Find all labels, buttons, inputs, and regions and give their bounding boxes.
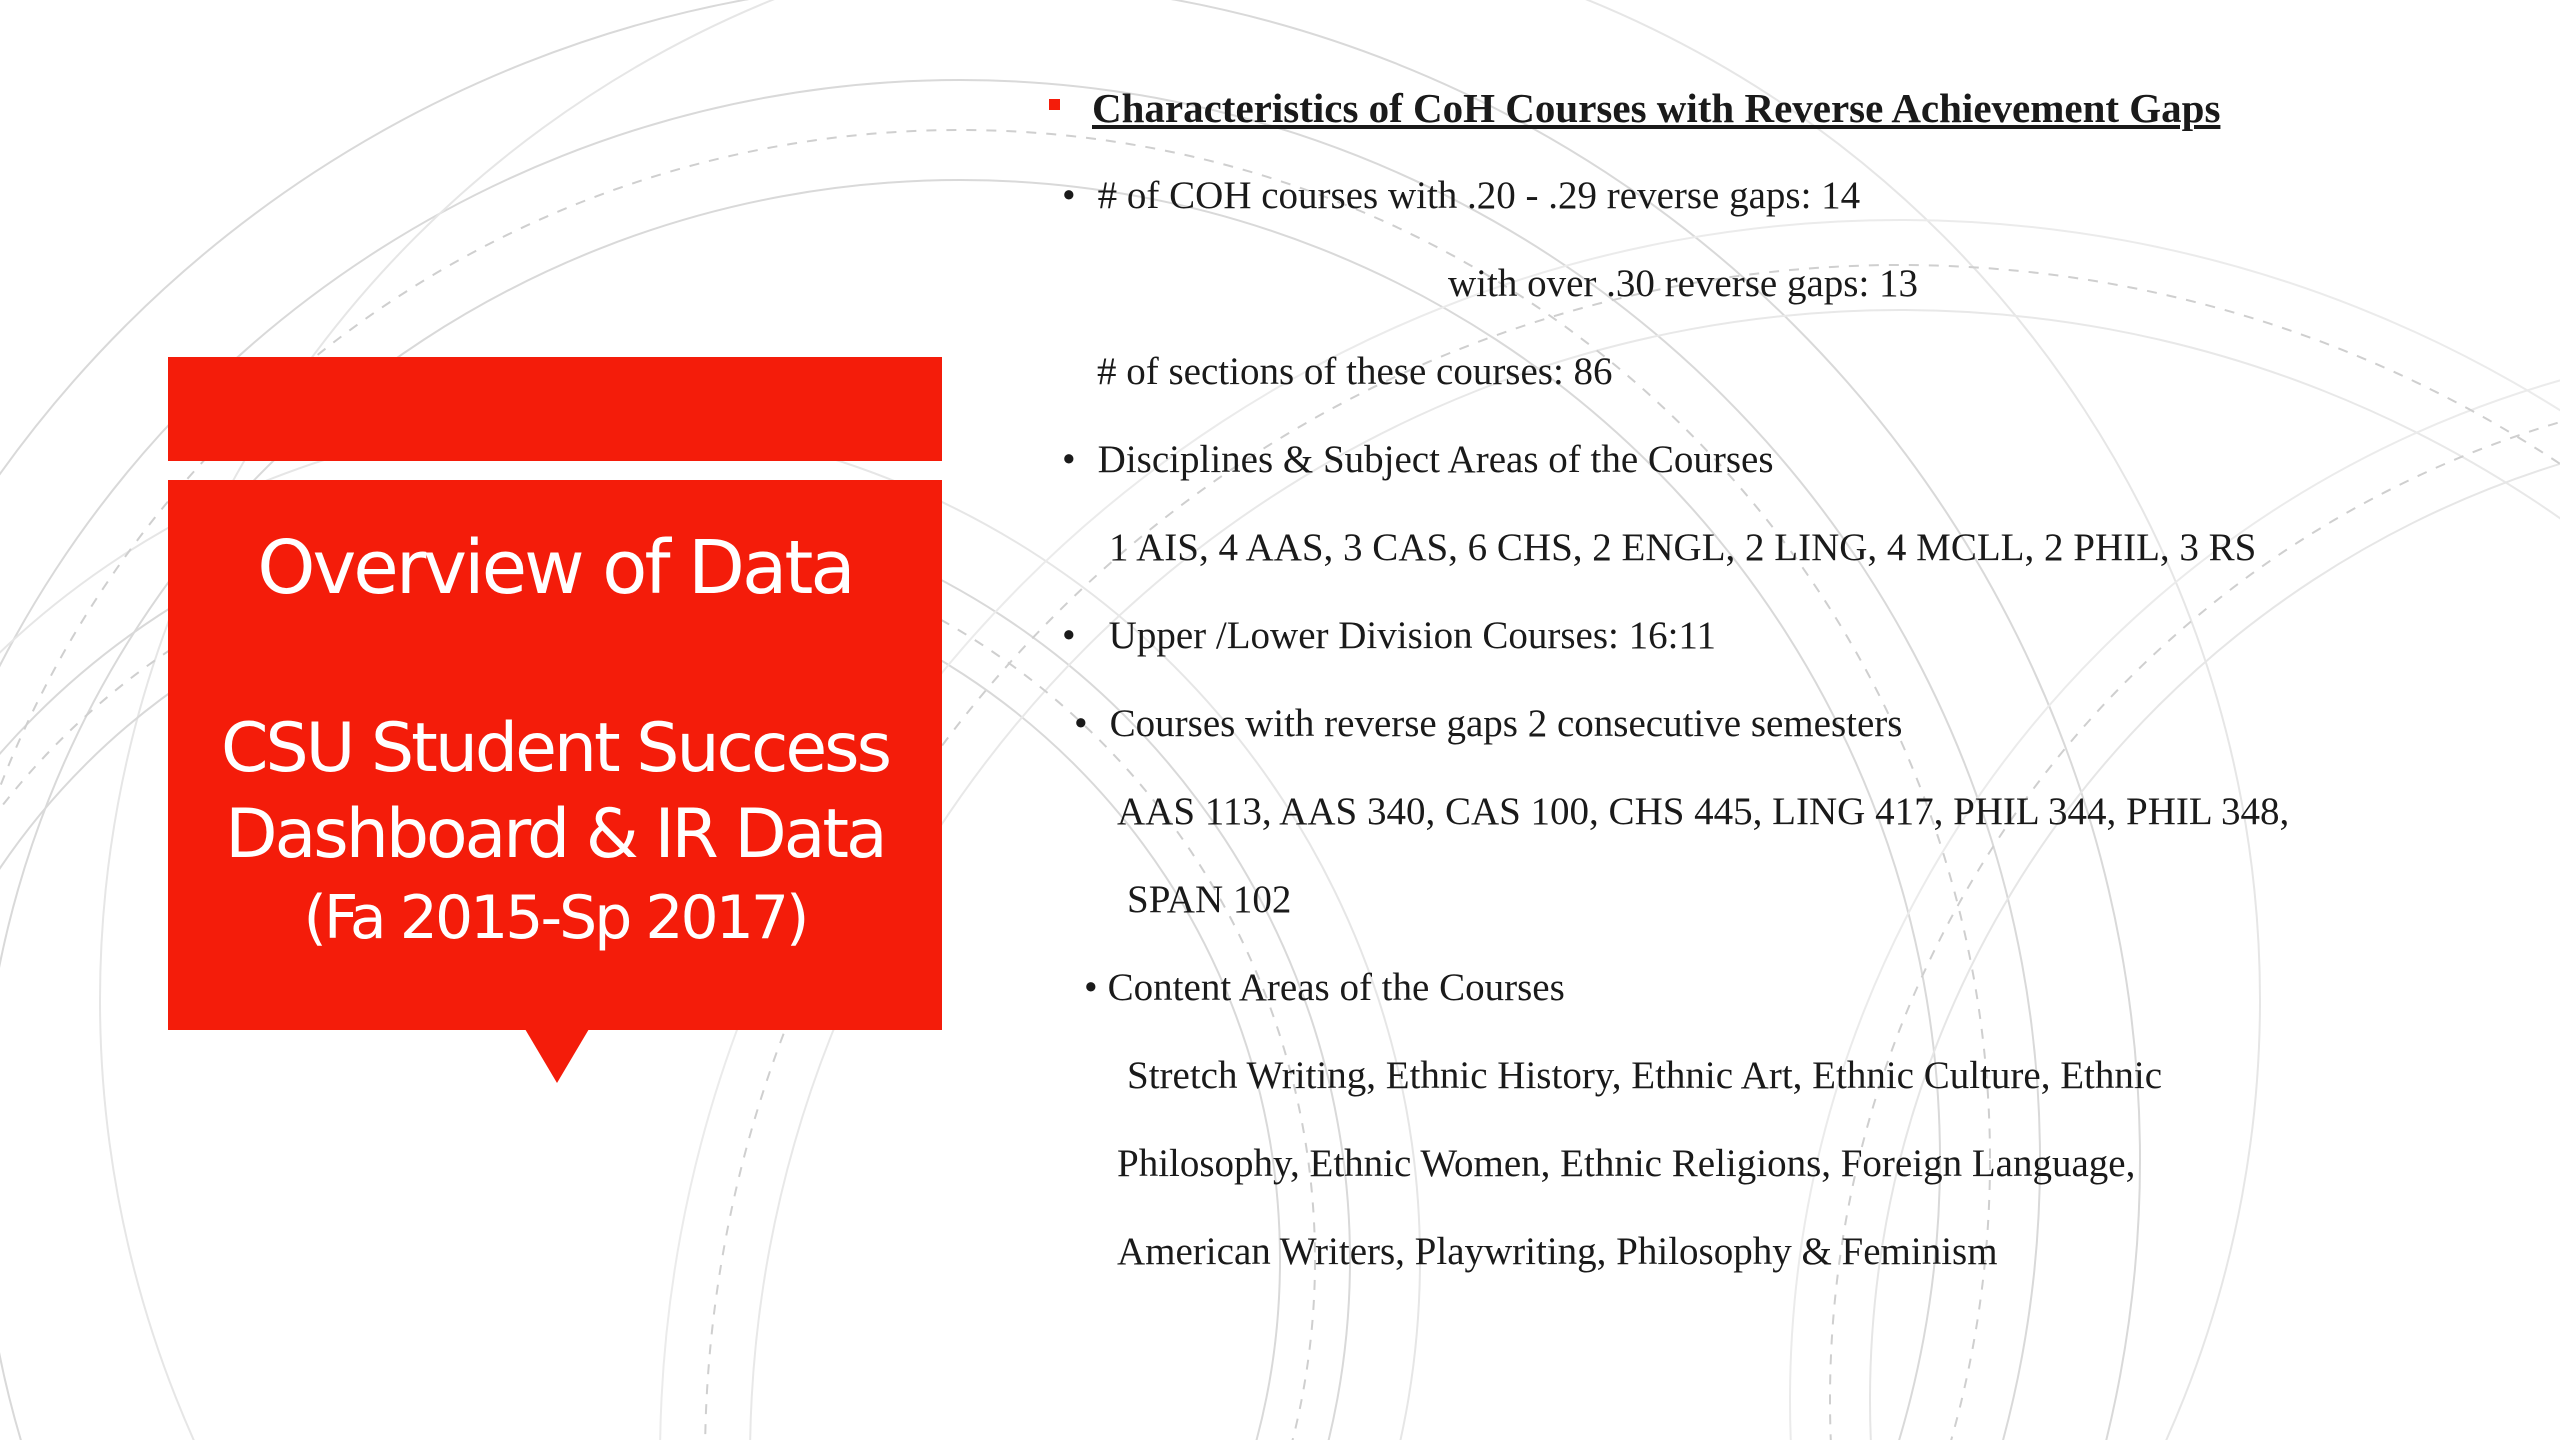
list-item — [1117, 1228, 1998, 1276]
list-item-text: Disciplines & Subject Areas of the Courses — [1097, 438, 1774, 481]
list-item-text: Upper /Lower Division Courses: 16:11 — [1108, 614, 1716, 657]
panel-subtitle-line1: CSU Student Success — [220, 709, 890, 788]
panel-subtitle-line2: Dashboard & IR Data — [225, 795, 885, 874]
list-item-text: with over .30 reverse gaps: 13 — [1448, 262, 1919, 305]
list-item — [1084, 964, 1565, 1012]
list-item-text: # of sections of these courses: 86 — [1097, 350, 1613, 393]
list-item-text: American Writers, Playwriting, Philosophy & Feminism — [1117, 1230, 1998, 1273]
bullet-icon: • — [1062, 174, 1076, 217]
list-item-text: Content Areas of the Courses — [1107, 966, 1565, 1009]
bullet-icon: • — [1084, 966, 1098, 1009]
list-item — [1074, 700, 1902, 748]
list-item — [1127, 876, 1291, 924]
list-item-text: Philosophy, Ethnic Women, Ethnic Religions, Foreign Language, — [1117, 1142, 2136, 1185]
section-heading: Characteristics of CoH Courses with Reverse Achievement Gaps — [1092, 85, 2221, 131]
panel-subtitle-line3: (Fa 2015-Sp 2017) — [303, 883, 807, 953]
list-item-text: Stretch Writing, Ethnic History, Ethnic Art, Ethnic Culture, Ethnic — [1127, 1054, 2163, 1097]
list-item-text: # of COH courses with .20 - .29 reverse gaps: 14 — [1097, 174, 1861, 217]
square-bullet-icon — [1049, 99, 1060, 110]
bullet-icon: • — [1062, 614, 1076, 657]
list-item-text: 1 AIS, 4 AAS, 3 CAS, 6 CHS, 2 ENGL, 2 LING, 4 MCLL, 2 PHIL, 3 RS — [1109, 526, 2257, 569]
list-item — [1062, 436, 1774, 484]
list-item — [1448, 260, 1918, 308]
list-item-text: SPAN 102 — [1127, 878, 1292, 921]
list-item — [1062, 612, 1716, 660]
bullet-icon: • — [1074, 702, 1088, 745]
list-item — [1062, 172, 1860, 220]
list-item — [1117, 788, 2289, 836]
list-item — [1097, 348, 1613, 396]
list-item — [1109, 524, 2256, 572]
list-item — [1117, 1140, 2135, 1188]
list-item-text: Courses with reverse gaps 2 consecutive semesters — [1109, 702, 1903, 745]
list-item-text: AAS 113, AAS 340, CAS 100, CHS 445, LING 417, PHIL 344, PHIL 348, — [1117, 790, 2290, 833]
bullet-icon: • — [1062, 438, 1076, 481]
panel-title: Overview of Data — [257, 525, 853, 611]
list-item — [1127, 1052, 2162, 1100]
